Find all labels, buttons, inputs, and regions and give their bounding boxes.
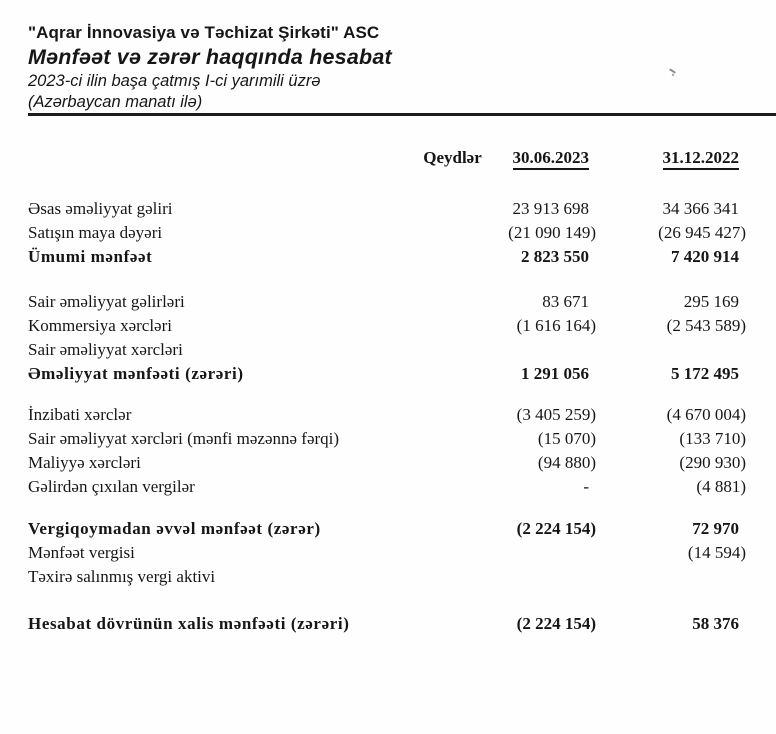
table-row: [28, 541, 746, 565]
row-value-2023: (15 070): [537, 429, 596, 448]
table-row-total: [28, 245, 746, 269]
row-value-2022: 58 376: [692, 614, 739, 633]
document-header: [28, 21, 776, 116]
row-value-2022: [596, 565, 746, 589]
row-value-2023: (94 880): [537, 453, 596, 472]
table-row: [28, 403, 746, 427]
row-label: Təxirə salınmış vergi aktivi: [28, 567, 216, 586]
row-value-2023: (2 224 154): [516, 519, 596, 538]
row-value-2022: 295 169: [683, 292, 739, 311]
row-value-2022: (4 881): [696, 477, 746, 496]
table-column-header: [28, 146, 746, 170]
row-notes: [415, 427, 490, 451]
row-value-2023: (3 405 259): [516, 405, 596, 424]
row-notes: [415, 475, 490, 499]
table-row: [28, 451, 746, 475]
row-notes: [415, 290, 490, 314]
row-label: İnzibati xərclər: [28, 405, 132, 424]
row-value-2023: 1 291 056: [521, 364, 589, 383]
row-notes: [415, 451, 490, 475]
section-operating-profit: [28, 290, 746, 386]
company-name: "Aqrar İnnovasiya və Təchizat Şirkəti" ASC: [28, 23, 380, 42]
period1-column-header: [490, 146, 596, 170]
table-row-total: [28, 362, 746, 386]
row-value-2023: 83 671: [542, 292, 589, 311]
row-notes: [415, 541, 490, 565]
label-column-header: [28, 146, 415, 170]
row-label: Ümumi mənfəət: [28, 247, 153, 266]
row-value-2023: (2 224 154): [516, 614, 596, 633]
row-label: Maliyyə xərcləri: [28, 453, 141, 472]
period-subtitle: 2023-ci ilin başa çatmış I-ci yarımili üzrə: [28, 72, 321, 90]
row-value-2022: (26 945 427): [658, 223, 746, 242]
row-label: Sair əməliyyat xərcləri: [28, 340, 183, 359]
profit-loss-table: [28, 146, 746, 636]
row-notes: [415, 565, 490, 589]
row-value-2022: 5 172 495: [671, 364, 739, 383]
section-net-profit: [28, 612, 746, 636]
row-value-2022: 34 366 341: [662, 199, 739, 218]
row-value-2022: (4 670 004): [666, 405, 746, 424]
table-row: [28, 197, 746, 221]
row-value-2022: 7 420 914: [671, 247, 739, 266]
row-notes: [415, 245, 490, 269]
row-value-2022: (290 930): [679, 453, 746, 472]
row-value-2022: [596, 338, 746, 362]
section-expenses: [28, 403, 746, 499]
row-value-2022: (2 543 589): [666, 316, 746, 335]
row-label: Sair əməliyyat xərcləri (mənfi məzənnə fərqi): [28, 429, 340, 448]
row-label: Satışın maya dəyəri: [28, 223, 163, 242]
row-value-2023: 23 913 698: [512, 199, 589, 218]
row-label: Mənfəət vergisi: [28, 543, 135, 562]
row-label: Hesabat dövrünün xalis mənfəəti (zərəri): [28, 614, 350, 633]
row-notes: [415, 314, 490, 338]
table-row: [28, 290, 746, 314]
table-row: [28, 475, 746, 499]
row-notes: [415, 517, 490, 541]
row-value-2023: 2 823 550: [521, 247, 589, 266]
row-notes: [415, 221, 490, 245]
period2-date: 31.12.2022: [663, 148, 740, 170]
row-label: Vergiqoymadan əvvəl mənfəət (zərər): [28, 519, 321, 538]
row-label: Sair əməliyyat gəlirləri: [28, 292, 185, 311]
row-label: Gəlirdən çıxılan vergilər: [28, 477, 195, 496]
table-row: [28, 565, 746, 589]
row-value-2022: (14 594): [687, 543, 746, 562]
row-label: Kommersiya xərcləri: [28, 316, 172, 335]
period1-date: 30.06.2023: [513, 148, 590, 170]
table-row-total: [28, 612, 746, 636]
table-row: [28, 427, 746, 451]
row-notes: [415, 362, 490, 386]
row-value-2023: (1 616 164): [516, 316, 596, 335]
section-gross-profit: [28, 197, 746, 269]
table-row-total: [28, 517, 746, 541]
table-row: [28, 221, 746, 245]
row-value-2022: (133 710): [679, 429, 746, 448]
row-notes: [415, 197, 490, 221]
period2-column-header: [596, 146, 746, 170]
row-label: Əməliyyat mənfəəti (zərəri): [28, 364, 244, 383]
row-notes: [415, 612, 490, 636]
row-value-2023: (21 090 149): [508, 223, 596, 242]
section-pre-tax: [28, 517, 746, 589]
document-title: Mənfəət və zərər haqqında hesabat: [28, 45, 392, 69]
row-notes: [415, 403, 490, 427]
row-label: Əsas əməliyyat gəliri: [28, 199, 173, 218]
currency-note: (Azərbaycan manatı ilə): [28, 93, 203, 111]
row-value-2023: [490, 565, 596, 589]
row-value-2023: [490, 338, 596, 362]
row-value-2023: [490, 541, 596, 565]
row-notes: [415, 338, 490, 362]
notes-column-header: Qeydlər: [423, 148, 482, 167]
row-value-2023: -: [583, 477, 589, 496]
table-row: [28, 338, 746, 362]
row-value-2022: 72 970: [692, 519, 739, 538]
table-row: [28, 314, 746, 338]
